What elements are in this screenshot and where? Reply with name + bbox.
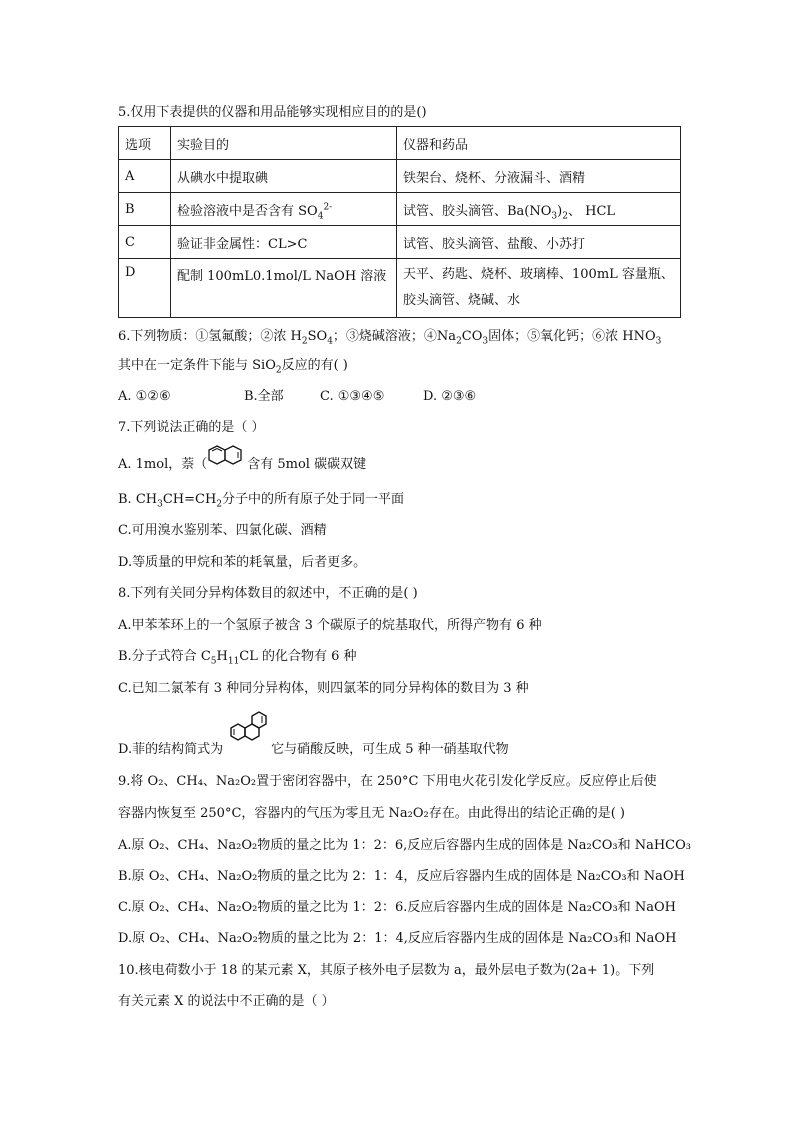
row-tools: 试管、胶头滴管、盐酸、小苏打 — [397, 226, 681, 259]
q9-line-1: 9.将 O₂、CH₄、Na₂O₂置于密闭容器中，在 250°C 下用电火花引发化学反应。反应停止后使 — [118, 774, 657, 789]
q7-option-c: C.可用溴水鉴别苯、四氯化碳、酒精 — [118, 523, 327, 538]
q5-stem: 5.仅用下表提供的仪器和用品能够实现相应目的的是() — [118, 105, 427, 120]
header-goal: 实验目的 — [171, 127, 397, 160]
row-tools: 天平、药匙、烧杯、玻璃棒、100mL 容量瓶、 胶头滴管、烧碱、水 — [397, 259, 681, 318]
header-option: 选项 — [119, 127, 171, 160]
q9-line-2: 容器内恢复至 250°C，容器内的气压为零且无 Na₂O₂存在。由此得出的结论正确的是( ) — [118, 806, 626, 821]
q10-line-2: 有关元素 X 的说法中不正确的是（ ） — [118, 994, 335, 1009]
row-option: B — [119, 193, 171, 226]
phenanthrene-structure-icon — [223, 702, 271, 752]
row-tools: 铁架台、烧杯、分液漏斗、酒精 — [397, 160, 681, 193]
q8-option-b: B.分子式符合 $C_5H_{11}CL$ 的化合物有 6 种 — [118, 649, 357, 667]
q9-option-c: C.原 O₂、CH₄、Na₂O₂物质的量之比为 1：2：6.反应后容器内生成的固体是 Na₂CO₃和 NaOH — [118, 900, 676, 915]
q6-option-b: B.全部 — [244, 389, 284, 404]
table-header-row — [119, 127, 681, 160]
q9-option-a: A.原 O₂、CH₄、Na₂O₂物质的量之比为 1：2：6,反应后容器内生成的固体是 Na₂CO₃和 NaHCO₃ — [118, 838, 691, 853]
q9-option-d: D.原 O₂、CH₄、Na₂O₂物质的量之比为 2：1：4,反应后容器内生成的固体是 Na₂CO₃和 NaOH — [118, 931, 677, 946]
q8-option-c: C.已知二氯苯有 3 种同分异构体，则四氯苯的同分异构体的数目为 3 种 — [118, 681, 529, 696]
q8-stem: 8.下列有关同分异构体数目的叙述中，不正确的是( ) — [118, 586, 418, 601]
q9-option-b: B.原 O₂、CH₄、Na₂O₂物质的量之比为 2：1：4，反应后容器内生成的固体是 Na₂CO₃和 NaOH — [118, 869, 685, 884]
row-tools: 试管、胶头滴管、$Ba(NO_3)_2$、 HCL — [397, 193, 681, 226]
q8-option-d: D.菲的结构简式为 它与硝酸反映，可生成 5 种一硝基取代物 — [118, 741, 509, 759]
q8-option-a: A.甲苯苯环上的一个氢原子被含 3 个碳原子的烷基取代，所得产物有 6 种 — [118, 618, 542, 633]
header-tools: 仪器和药品 — [397, 127, 681, 160]
row-goal: 检验溶液中是否含有 $SO_4^{2-}$ — [171, 193, 397, 226]
q6-option-a: A. ①②⑥ — [118, 389, 171, 404]
q5-table — [118, 126, 681, 318]
naphthalene-structure-icon — [207, 445, 247, 471]
table-row — [119, 193, 681, 226]
q6-line-1: 6.下列物质：①氢氟酸；②浓 $H_2SO_4$；③烧碱溶液；$④Na_2CO_3$固体；⑤氧化钙；⑥浓 $HNO_3$ — [118, 329, 662, 347]
q6-option-c: C. ①③④⑤ — [320, 389, 385, 404]
row-goal: 配制 100mL0.1mol/L NaOH 溶液 — [171, 259, 397, 318]
table-row — [119, 259, 681, 318]
row-goal: 验证非金属性：CL>C — [171, 226, 397, 259]
table-row — [119, 226, 681, 259]
q7-option-b: B. $CH_3CH=CH_2$分子中的所有原子处于同一平面 — [118, 492, 405, 510]
q6-option-d: D. ②③⑥ — [423, 389, 477, 404]
q7-stem: 7.下列说法正确的是（ ） — [118, 420, 265, 435]
row-option: A — [119, 160, 171, 193]
q6-line-2: 其中在一定条件下能与 SiO$_2$反应的有( ) — [118, 358, 348, 376]
row-option: C — [119, 226, 171, 259]
q7-option-a: A. 1mol，萘（ 含有 5mol 碳碳双键 — [118, 456, 366, 474]
row-option: D — [119, 259, 171, 318]
q10-line-1: 10.核电荷数小于 18 的某元素 X，其原子核外电子层数为 a，最外层电子数为(2a+ 1)。下列 — [118, 963, 655, 978]
table-row — [119, 160, 681, 193]
row-goal: 从碘水中提取碘 — [171, 160, 397, 193]
q7-option-d: D.等质量的甲烷和苯的耗氧量，后者更多。 — [118, 555, 367, 570]
